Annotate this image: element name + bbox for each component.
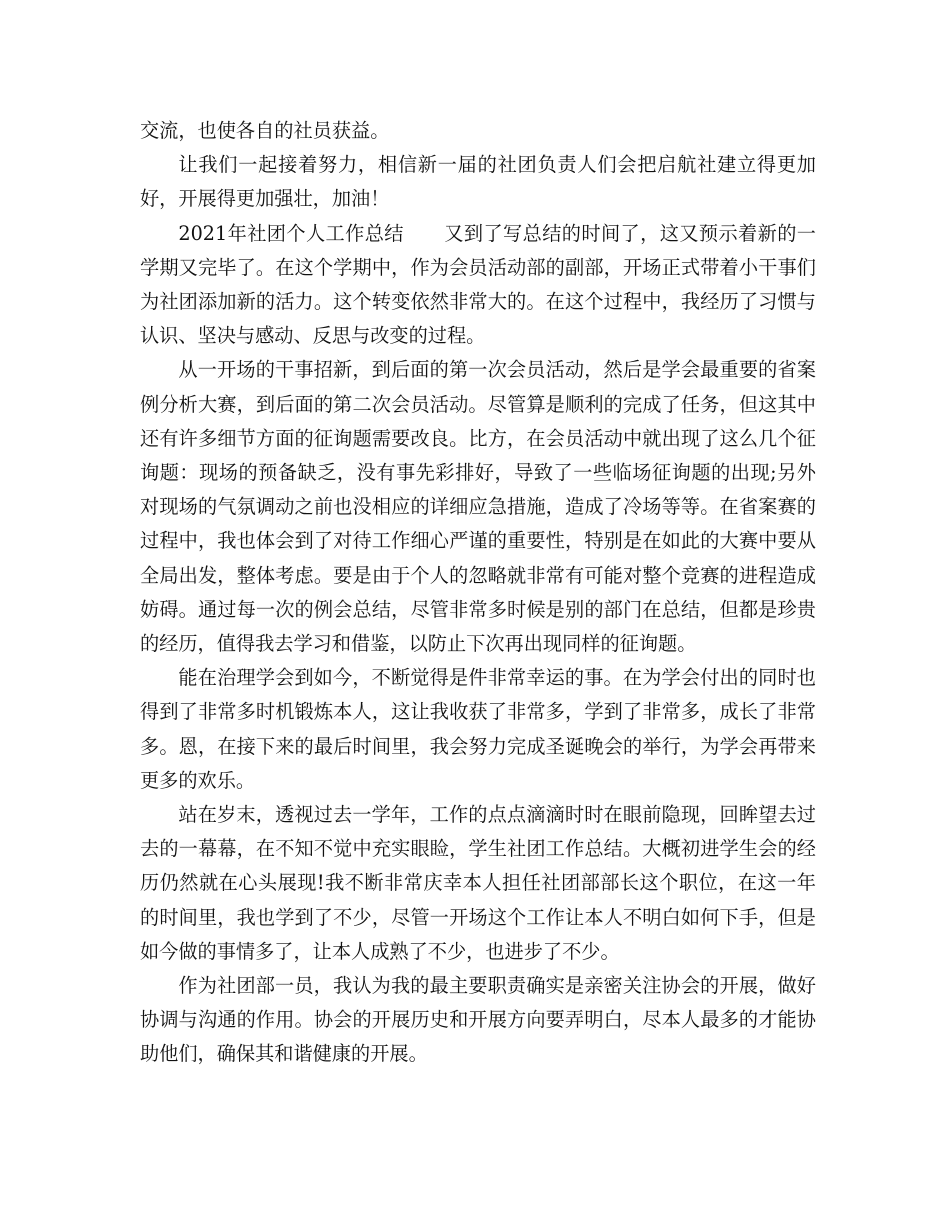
paragraph: 能在治理学会到如今，不断觉得是件非常幸运的事。在为学会付出的同时也得到了非常多时机锻炼本人，这让我收获了非常多，学到了非常多，成长了非常多。恩，在接下来的最后时间里，我会努力完成圣诞晚会的举行，为学会再带来更多的欢乐。 [140,666,816,792]
paragraph: 交流，也使各自的社员获益。 [140,119,390,142]
paragraph: 作为社团部一员，我认为我的最主要职责确实是亲密关注协会的开展，做好协调与沟通的作用。协会的开展历史和开展方向要弄明白，尽本人最多的才能协助他们，确保其和谐健康的开展。 [140,974,816,1066]
paragraph: 让我们一起接着努力，相信新一届的社团负责人们会把启航社建立得更加好，开展得更加强壮，加油！ [140,153,816,211]
paragraph [140,217,816,354]
paragraph-text: 又到了写总结的时间了，这又预示着新的一学期又完毕了。在这个学期中，作为会员活动部的副部，开场正式带着小干事们为社团添加新的活力。这个转变依然非常大的。在这个过程中，我经历了习惯与认识、坚决与感动、反思与改变的过程。 [140,221,816,348]
paragraph: 站在岁末，透视过去一学年，工作的点点滴滴时时在眼前隐现，回眸望去过去的一幕幕，在不知不觉中充实眼睑，学生社团工作总结。大概初进学生会的经历仍然就在心头展现!我不断非常庆幸本人担任社团部部长这个职位，在这一年的时间里，我也学到了不少，尽管一开场这个工作让本人不明白如何下手，但是如今做的事情多了，让本人成熟了不少，也进步了不少。 [140,803,816,963]
section-heading: 2021年社团个人工作总结 [178,221,404,245]
paragraph: 从一开场的干事招新，到后面的第一次会员活动，然后是学会最重要的省案例分析大赛，到后面的第二次会员活动。尽管算是顺利的完成了任务，但这其中还有许多细节方面的征询题需要改良。比方，在会员活动中就出现了这么几个征询题：现场的预备缺乏，没有事先彩排好，导致了一些临场征询题的出现;另外对现场的气氛调动之前也没相应的详细应急措施，造成了冷场等等。在省案赛的过程中，我也体会到了对待工作细心严谨的重要性，特别是在如此的大赛中要从全局出发，整体考虑。要是由于个人的忽略就非常有可能对整个竞赛的进程造成妨碍。通过每一次的例会总结，尽管非常多时候是别的部门在总结，但都是珍贵的经历，值得我去学习和借鉴，以防止下次再出现同样的征询题。 [140,358,816,656]
document-body [140,114,816,1072]
